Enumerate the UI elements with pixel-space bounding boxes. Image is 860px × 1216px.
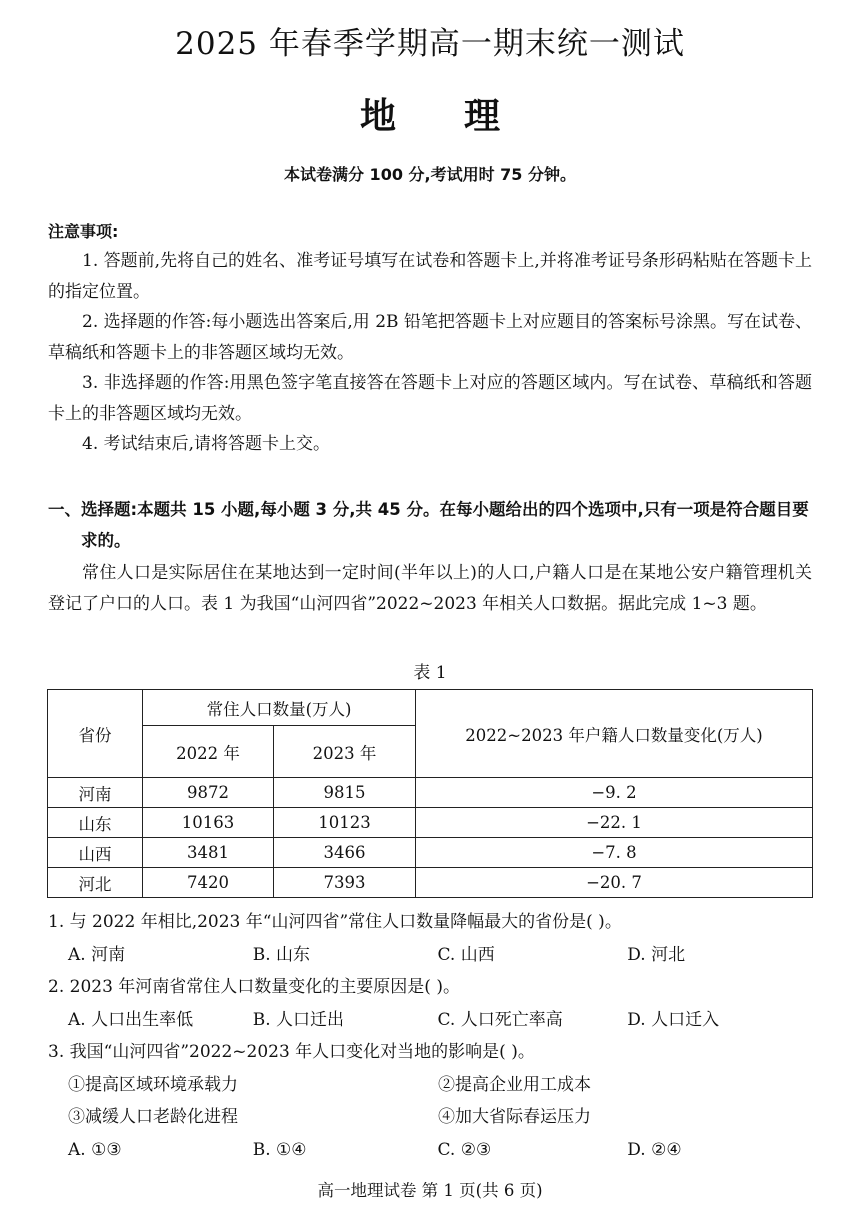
cell-province: 河南	[48, 778, 143, 808]
table-row	[48, 838, 813, 868]
option-a: A. 河南	[68, 944, 126, 965]
option-d: D. 河北	[627, 944, 686, 965]
header-year-2022: 2022 年	[143, 726, 274, 778]
subject-char-1: 地	[359, 96, 396, 137]
option-c: C. 人口死亡率高	[437, 1009, 563, 1030]
table-row	[48, 778, 813, 808]
section-heading: 一、选择题:本题共 15 小题,每小题 3 分,共 45 分。在每小题给出的四个选项中,只有一项是符合题目要求的。	[48, 500, 809, 550]
question-1-options	[48, 939, 812, 972]
question-2-stem: 2. 2023 年河南省常住人口数量变化的主要原因是( )。	[48, 977, 460, 997]
cell-change: −20. 7	[416, 868, 813, 898]
notice-item-1: 1. 答题前,先将自己的姓名、准考证号填写在试卷和答题卡上,并将准考证号条形码粘贴在答题卡上的指定位置。	[48, 251, 812, 302]
option-a: A. 人口出生率低	[68, 1009, 194, 1030]
question-1-stem: 1. 与 2022 年相比,2023 年“山河四省”常住人口数量降幅最大的省份是( )。	[48, 912, 622, 932]
subject-char-2: 理	[464, 96, 501, 137]
header-registered-change: 2022~2023 年户籍人口数量变化(万人)	[416, 690, 813, 778]
question-3-options	[48, 1134, 812, 1167]
statement-1: ①提高区域环境承载力	[68, 1074, 238, 1095]
statement-3: ③减缓人口老龄化进程	[68, 1107, 238, 1127]
notice-list	[48, 246, 812, 460]
option-b: B. 山东	[252, 944, 311, 965]
notice-item-3: 3. 非选择题的作答:用黑色签字笔直接答在答题卡上对应的答题区域内。写在试卷、草稿纸和答题卡上的非答题区域均无效。	[48, 373, 812, 424]
population-table	[47, 689, 813, 898]
page-footer: 高一地理试卷 第 1 页(共 6 页)	[317, 1181, 543, 1200]
header-resident-population: 常住人口数量(万人)	[143, 690, 416, 726]
cell-2022: 3481	[143, 838, 274, 868]
cell-change: −7. 8	[416, 838, 813, 868]
cell-2023: 10123	[274, 808, 416, 838]
cell-2022: 9872	[143, 778, 274, 808]
question-3-statements-row-1	[48, 1069, 812, 1102]
notice-heading: 注意事项:	[48, 222, 119, 241]
option-b: B. 人口迁出	[252, 1009, 345, 1030]
cell-2022: 7420	[143, 868, 274, 898]
subject-title	[0, 88, 860, 139]
table-caption: 表 1	[413, 663, 447, 683]
header-year-2023: 2023 年	[274, 726, 416, 778]
question-3-stem: 3. 我国“山河四省”2022~2023 年人口变化对当地的影响是( )。	[48, 1042, 535, 1062]
table-row	[48, 868, 813, 898]
option-c: C. 山西	[437, 944, 495, 965]
notice-item-2: 2. 选择题的作答:每小题选出答案后,用 2B 铅笔把答题卡上对应题目的答案标号涂黑。写在试卷、草稿纸和答题卡上的非答题区域均无效。	[48, 312, 812, 363]
question-2-options	[48, 1004, 812, 1037]
reading-passage: 常住人口是实际居住在某地达到一定时间(半年以上)的人口,户籍人口是在某地公安户籍管理机关登记了户口的人口。表 1 为我国“山河四省”2022~2023 年相关人口数据。据此完成 1~3 题。	[48, 563, 812, 614]
option-c: C. ②③	[437, 1139, 492, 1160]
statement-4: ④加大省际春运压力	[438, 1107, 591, 1127]
option-d: D. ②④	[627, 1139, 682, 1160]
cell-2022: 10163	[143, 808, 274, 838]
option-d: D. 人口迁入	[627, 1009, 720, 1030]
table-row	[48, 808, 813, 838]
header-province: 省份	[48, 690, 143, 778]
cell-province: 山西	[48, 838, 143, 868]
question-3-statements-row-2	[48, 1101, 812, 1134]
cell-change: −22. 1	[416, 808, 813, 838]
notice-item-4: 4. 考试结束后,请将答题卡上交。	[82, 434, 331, 454]
cell-2023: 9815	[274, 778, 416, 808]
question-list	[48, 906, 812, 1166]
statement-2: ②提高企业用工成本	[438, 1074, 591, 1095]
option-b: B. ①④	[252, 1139, 307, 1160]
cell-2023: 7393	[274, 868, 416, 898]
cell-province: 山东	[48, 808, 143, 838]
cell-2023: 3466	[274, 838, 416, 868]
cell-change: −9. 2	[416, 778, 813, 808]
exam-title: 2025 年春季学期高一期末统一测试	[175, 26, 685, 62]
exam-info: 本试卷满分 100 分,考试用时 75 分钟。	[283, 165, 577, 184]
cell-province: 河北	[48, 868, 143, 898]
option-a: A. ①③	[68, 1139, 122, 1160]
